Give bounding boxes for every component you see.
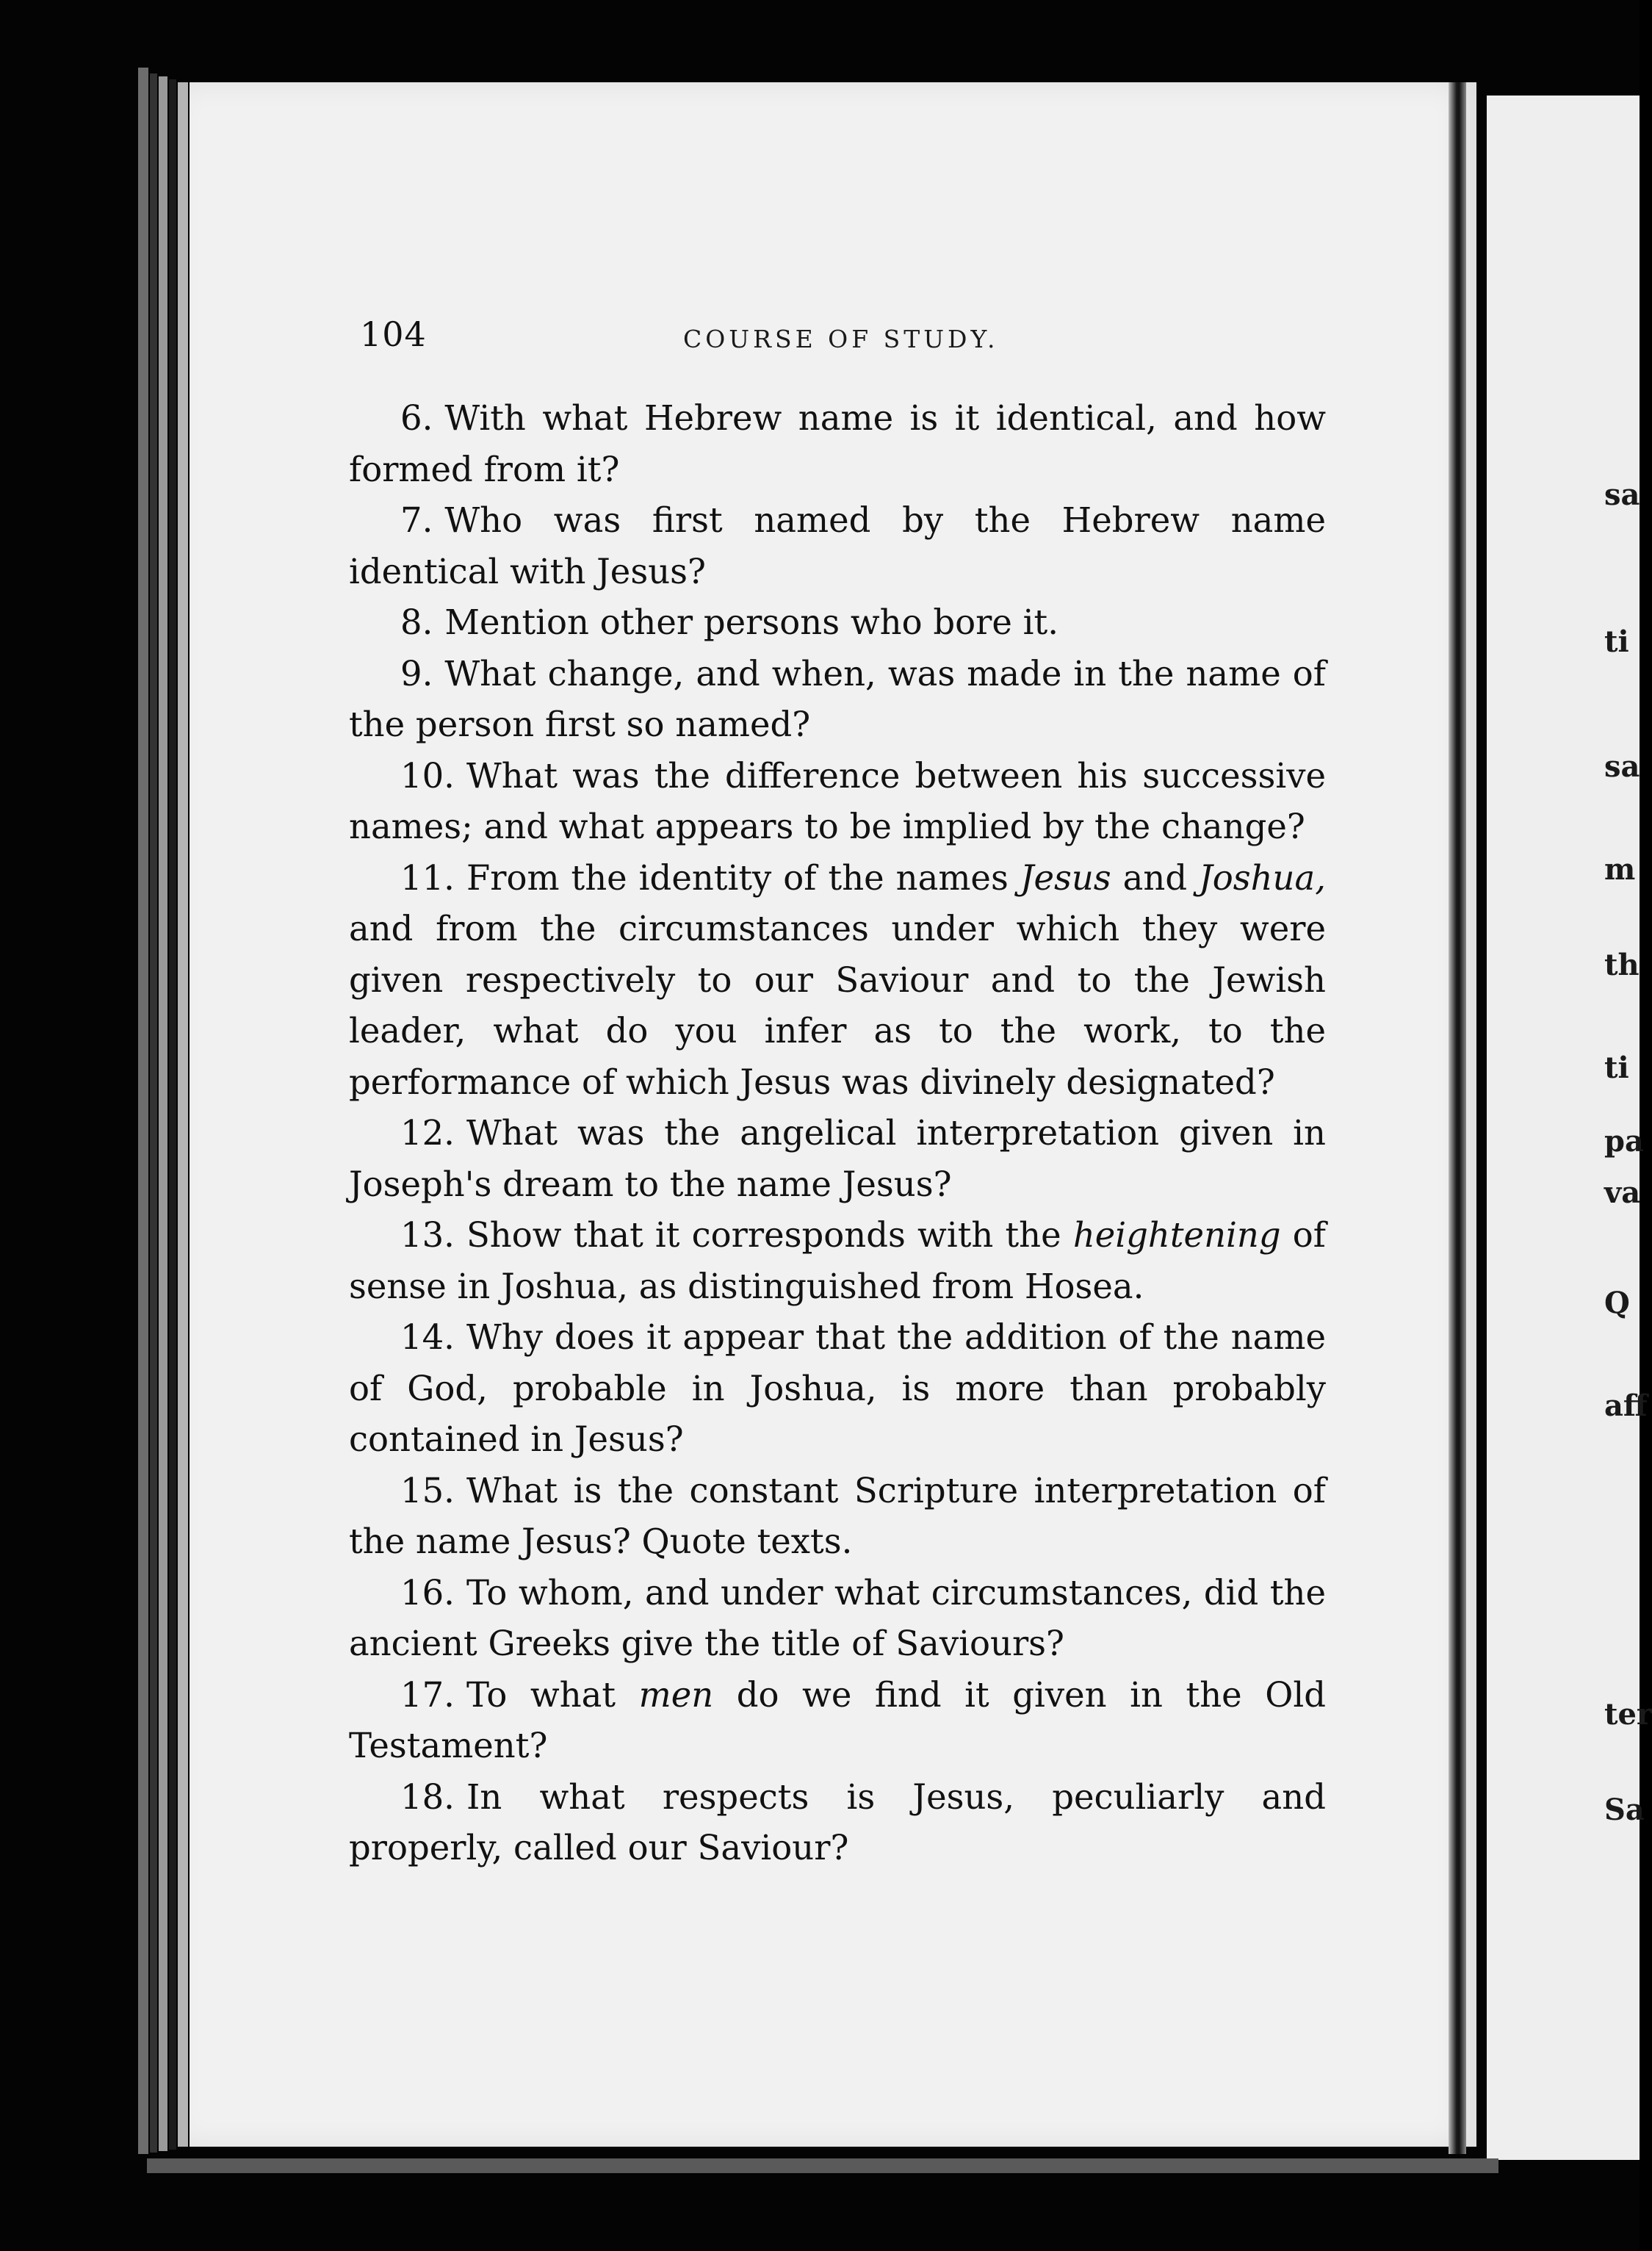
question-item [349, 597, 1326, 649]
question-text-italic: Jesus [1020, 857, 1111, 898]
question-item [349, 751, 1326, 853]
question-text-italic: Joshua, [1199, 857, 1326, 898]
question-number: 14. [400, 1317, 455, 1357]
question-number: 11. [400, 857, 455, 898]
question-item [349, 853, 1326, 1109]
question-text: In what respects is Jesus, peculiarly and properly, called our Saviour? [349, 1776, 1326, 1868]
question-item [349, 1568, 1326, 1670]
question-number: 16. [400, 1572, 455, 1613]
question-number: 6. [400, 398, 433, 438]
question-number: 17. [400, 1674, 455, 1715]
question-text: What change, and when, was made in the name of the person first so named? [349, 653, 1326, 744]
page-number: 104 [360, 314, 427, 354]
question-text: To what [466, 1674, 639, 1715]
question-item [349, 649, 1326, 751]
question-list [349, 393, 1326, 1874]
running-title: COURSE OF STUDY. [683, 325, 999, 353]
page-edge [169, 79, 176, 2150]
question-number: 10. [400, 755, 455, 796]
question-text: From the identity of the names [466, 857, 1020, 898]
question-item [349, 1670, 1326, 1772]
facing-page-text: sa [1604, 749, 1640, 784]
facing-page-text: th [1604, 948, 1640, 982]
question-text: of sense in Joshua, as distinguished from Hosea. [349, 1215, 1326, 1306]
question-item [349, 1772, 1326, 1874]
facing-page-text: pa [1604, 1124, 1644, 1159]
facing-page-text: sa [1604, 478, 1640, 512]
book-gutter [1449, 82, 1466, 2154]
question-item [349, 393, 1326, 495]
question-item [349, 495, 1326, 597]
question-number: 15. [400, 1470, 455, 1510]
page-edge [150, 73, 157, 2153]
question-text: Mention other persons who bore it. [444, 602, 1059, 642]
question-text: Why does it appear that the addition of the name of God, probable in Joshua, is more than probably contained in Jesus? [349, 1317, 1326, 1459]
question-text: What was the angelical interpretation given in Joseph's dream to the name Jesus? [349, 1113, 1326, 1204]
page-edge [159, 76, 167, 2151]
question-item [349, 1466, 1326, 1568]
facing-page-text: ti [1604, 1051, 1629, 1085]
question-text: What is the constant Scripture interpretation of the name Jesus? Quote texts. [349, 1470, 1326, 1561]
question-text: and from the circumstances under which they were given respectively to our Saviour and to the Jewish leader, what do you infer as to the work, to the performance of which Jesus was divinely designated? [349, 909, 1326, 1102]
question-number: 8. [400, 602, 433, 642]
running-head [360, 314, 1315, 366]
question-text: With what Hebrew name is it identical, and how formed from it? [349, 398, 1326, 489]
question-number: 7. [400, 500, 433, 540]
page-edge [138, 68, 148, 2154]
facing-page-text: m [1604, 852, 1636, 887]
facing-page-text: Q [1604, 1286, 1630, 1320]
facing-page-text: aff [1604, 1389, 1648, 1423]
facing-page-text: Sa [1604, 1793, 1645, 1827]
question-text: do we find it given in the Old Testament? [349, 1674, 1326, 1765]
question-number: 13. [400, 1215, 455, 1255]
question-text: and [1111, 857, 1200, 898]
question-item [349, 1210, 1326, 1312]
question-item [349, 1312, 1326, 1466]
question-text: To whom, and under what circumstances, did the ancient Greeks give the title of Saviours? [349, 1572, 1326, 1663]
question-number: 12. [400, 1113, 455, 1153]
question-text-italic: men [638, 1674, 714, 1715]
facing-page-text: va [1604, 1175, 1641, 1210]
question-number: 18. [400, 1776, 455, 1817]
question-number: 9. [400, 653, 433, 694]
question-text: Show that it corresponds with the [466, 1215, 1073, 1255]
facing-page-text: ti [1604, 624, 1629, 659]
page-edge [178, 82, 188, 2147]
facing-page-fragment [1487, 96, 1652, 2160]
facing-page-text: ter [1604, 1697, 1652, 1732]
question-text: Who was first named by the Hebrew name identical with Jesus? [349, 500, 1326, 591]
question-item [349, 1108, 1326, 1210]
question-text-italic: heightening [1072, 1215, 1281, 1255]
page-bottom-edge [147, 2158, 1498, 2173]
question-text: What was the difference between his successive names; and what appears to be implied by the change? [349, 755, 1326, 846]
